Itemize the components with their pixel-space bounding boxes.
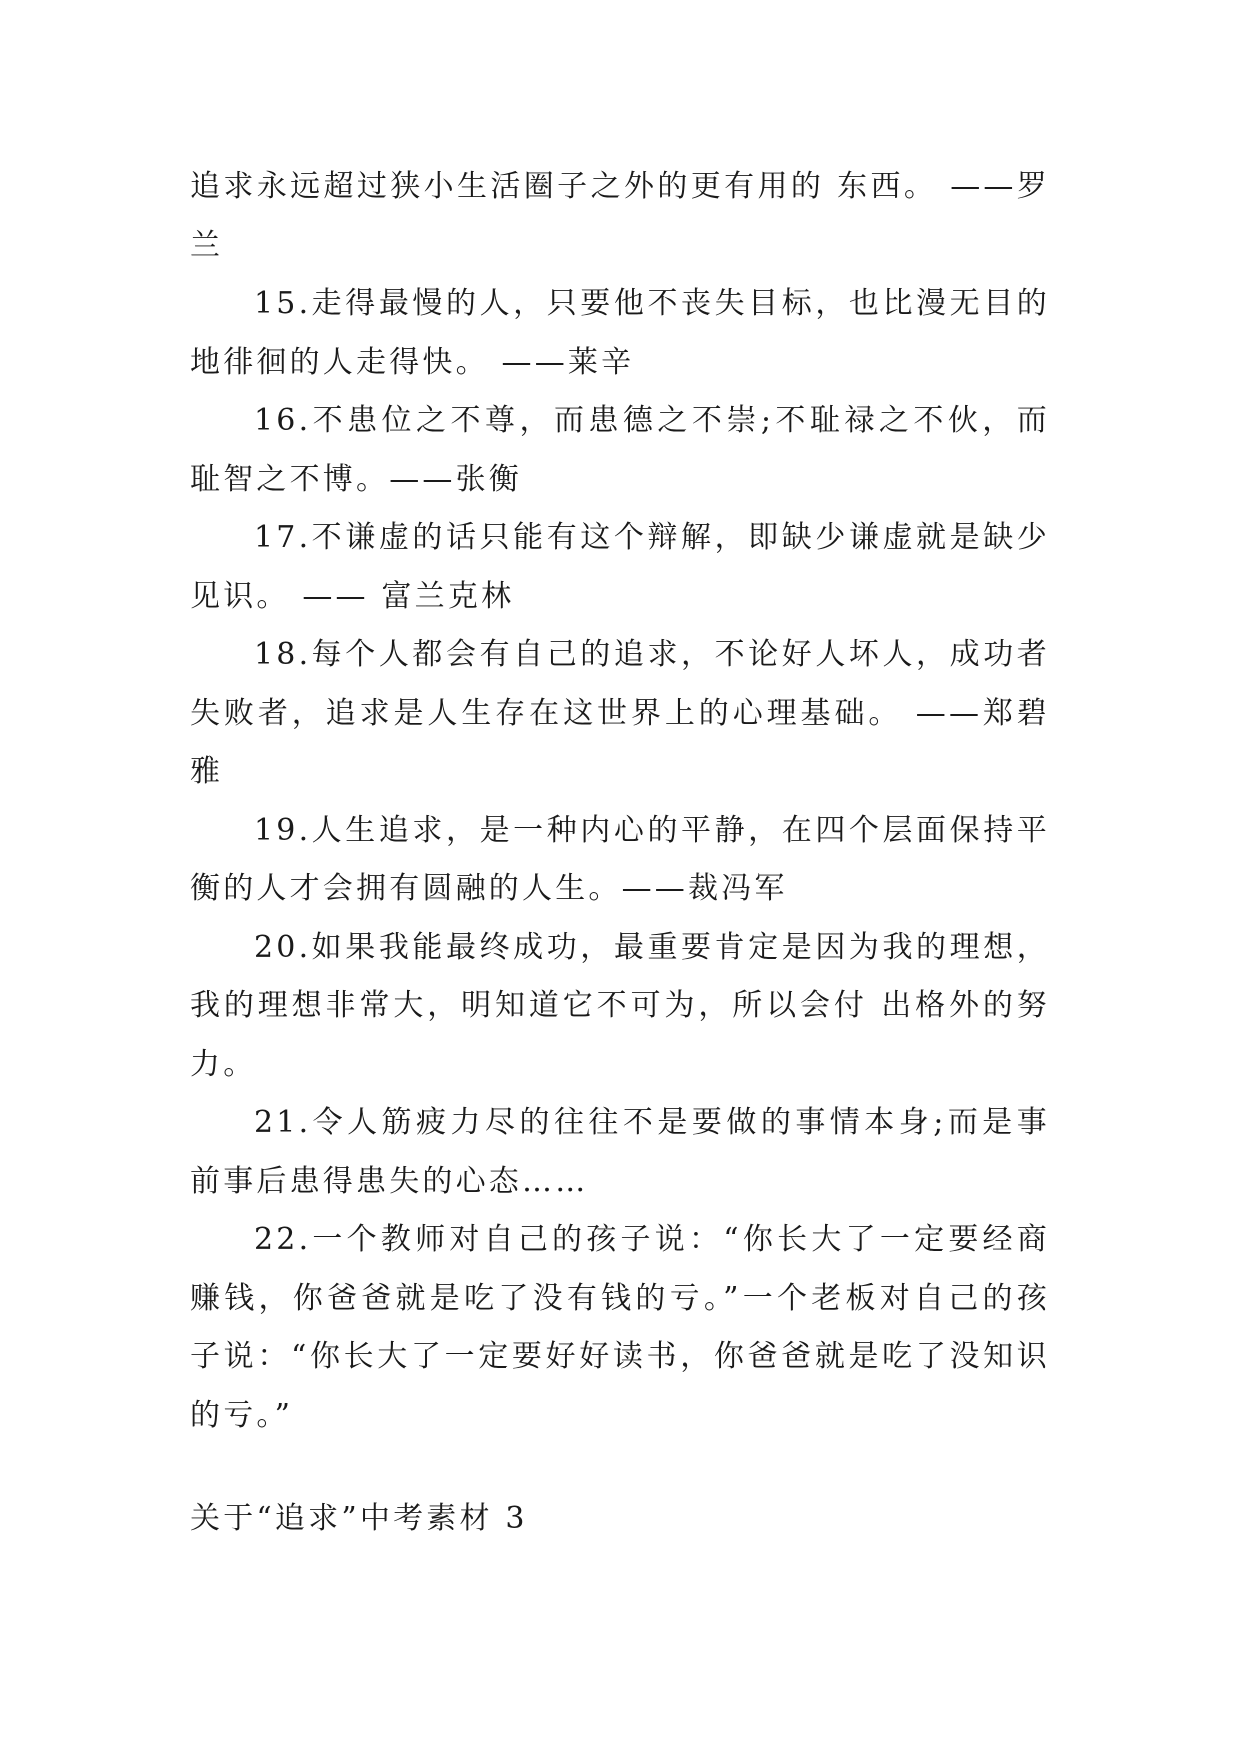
paragraph-20: 20.如果我能最终成功，最重要肯定是因为我的理想，我的理想非常大，明知道它不可为，所以会付 出格外的努力。	[190, 929, 1050, 1082]
paragraph-15: 15.走得最慢的人，只要他不丧失目标，也比漫无目的地徘徊的人走得快。 ——莱辛	[190, 286, 1050, 380]
paragraph-16: 16.不患位之不尊，而患德之不崇;不耻禄之不伙，而耻智之不博。——张衡	[190, 403, 1050, 497]
paragraph-quote-romain-rolland: 追求永远超过狭小生活圈子之外的更有用的 东西。 ——罗兰	[190, 169, 1050, 263]
paragraph-22: 22.一个教师对自己的孩子说：“你长大了一定要经商赚钱，你爸爸就是吃了没有钱的亏。”一个老板对自己的孩子说：“你长大了一定要好好读书，你爸爸就是吃了没知识的亏。”	[190, 1222, 1050, 1433]
section-heading: 关于“追求”中考素材 3	[190, 1501, 528, 1536]
paragraph-21: 21.令人筋疲力尽的往往不是要做的事情本身;而是事前事后患得患失的心态……	[190, 1105, 1050, 1199]
body-text	[190, 158, 1050, 1445]
paragraph-17: 17.不谦虚的话只能有这个辩解，即缺少谦虚就是缺少见识。 —— 富兰克林	[190, 520, 1050, 614]
paragraph-18: 18.每个人都会有自己的追求，不论好人坏人，成功者失败者，追求是人生存在这世界上的心理基础。 ——郑碧雅	[190, 637, 1050, 789]
paragraph-19: 19.人生追求，是一种内心的平静，在四个层面保持平衡的人才会拥有圆融的人生。——裁冯军	[190, 812, 1050, 906]
